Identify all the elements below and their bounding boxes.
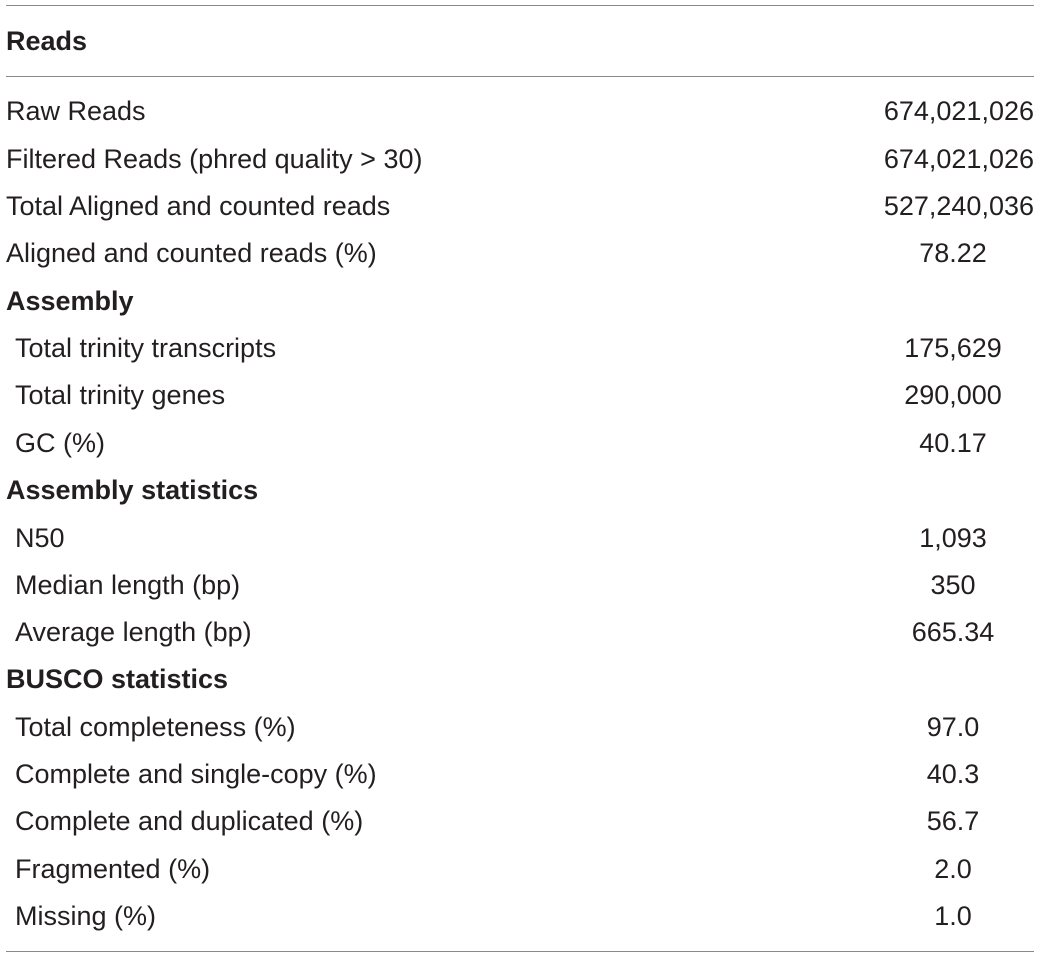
section-title-assembly bbox=[0, 278, 1040, 325]
row-value: 78.22 bbox=[919, 238, 987, 268]
row-value: 56.7 bbox=[926, 806, 980, 836]
table-row bbox=[0, 751, 1040, 798]
row-value: 527,240,036 bbox=[883, 191, 1034, 221]
row-label: GC (%) bbox=[15, 428, 105, 458]
row-value: 175,629 bbox=[904, 333, 1002, 363]
row-label: Total trinity transcripts bbox=[15, 333, 277, 363]
row-value: 674,021,026 bbox=[883, 144, 1034, 174]
row-value: 674,021,026 bbox=[883, 96, 1034, 126]
section-title-assembly-statistics bbox=[0, 467, 1040, 514]
column-header-reads: Reads bbox=[6, 26, 88, 56]
section-title: Assembly bbox=[6, 286, 134, 316]
row-label: Average length (bp) bbox=[15, 617, 252, 647]
row-label: N50 bbox=[15, 523, 65, 553]
table-row bbox=[0, 609, 1040, 656]
row-value: 1.0 bbox=[934, 901, 972, 931]
table-row bbox=[0, 798, 1040, 845]
table-row bbox=[0, 230, 1040, 277]
row-value: 40.3 bbox=[926, 759, 980, 789]
header-rule bbox=[6, 76, 1034, 77]
row-label: Median length (bp) bbox=[15, 570, 241, 600]
table-row bbox=[0, 372, 1040, 419]
table-row bbox=[0, 136, 1040, 183]
table-row bbox=[0, 183, 1040, 230]
row-label: Filtered Reads (phred quality > 30) bbox=[6, 144, 423, 174]
row-label: Fragmented (%) bbox=[15, 854, 211, 884]
row-value: 290,000 bbox=[904, 380, 1002, 410]
table-row bbox=[0, 846, 1040, 893]
table-header-row bbox=[0, 18, 1040, 65]
table-row bbox=[0, 515, 1040, 562]
top-rule bbox=[6, 5, 1034, 6]
row-label: Aligned and counted reads (%) bbox=[6, 238, 377, 268]
row-value: 40.17 bbox=[919, 428, 987, 458]
section-title: BUSCO statistics bbox=[6, 664, 229, 694]
row-value: 665.34 bbox=[911, 617, 995, 647]
row-label: Total trinity genes bbox=[15, 380, 226, 410]
row-value: 2.0 bbox=[934, 854, 972, 884]
section-title: Assembly statistics bbox=[6, 475, 259, 505]
row-label: Complete and duplicated (%) bbox=[15, 806, 364, 836]
row-label: Missing (%) bbox=[15, 901, 157, 931]
row-value: 97.0 bbox=[926, 712, 980, 742]
row-label: Total Aligned and counted reads bbox=[6, 191, 391, 221]
section-title-busco-statistics bbox=[0, 656, 1040, 703]
table-row bbox=[0, 88, 1040, 135]
table-row bbox=[0, 562, 1040, 609]
row-label: Total completeness (%) bbox=[15, 712, 296, 742]
table-row bbox=[0, 704, 1040, 751]
bottom-rule bbox=[6, 951, 1034, 952]
row-label: Complete and single-copy (%) bbox=[15, 759, 377, 789]
table-row bbox=[0, 325, 1040, 372]
table-row bbox=[0, 893, 1040, 940]
row-value: 1,093 bbox=[919, 523, 987, 553]
row-label: Raw Reads bbox=[6, 96, 146, 126]
row-value: 350 bbox=[930, 570, 976, 600]
table-row bbox=[0, 420, 1040, 467]
